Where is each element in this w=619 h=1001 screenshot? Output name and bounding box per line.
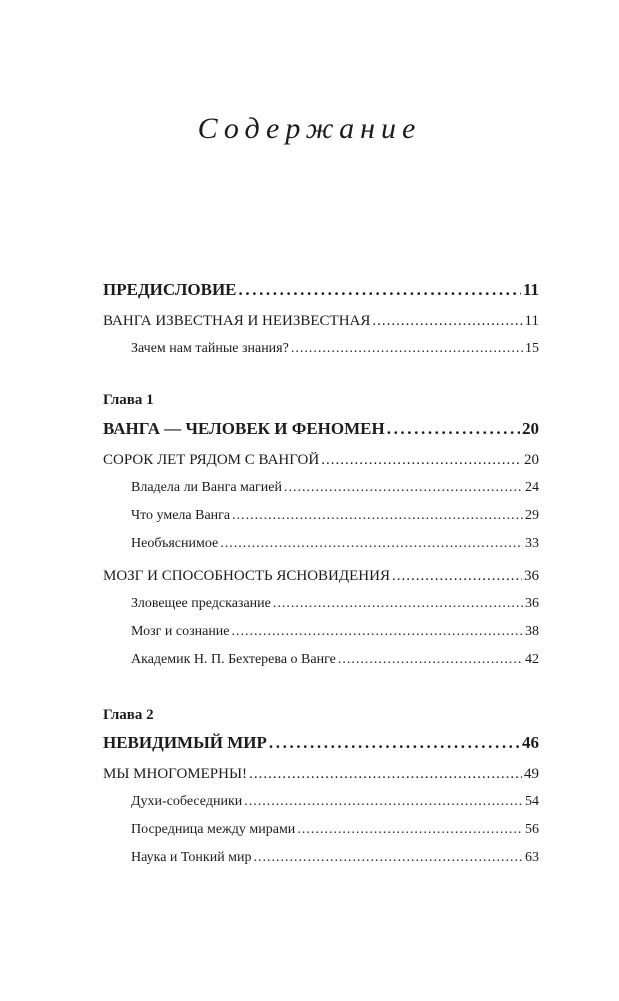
dot-leader — [392, 568, 522, 585]
entry-page: 36 — [524, 568, 539, 584]
dot-leader — [244, 794, 523, 810]
dot-leader — [321, 452, 522, 469]
entry-title: Необъяснимое — [131, 536, 219, 551]
entry-title: Зловещее предсказание — [131, 596, 271, 611]
toc-entry[interactable] — [103, 313, 539, 337]
entry-title: Владела ли Ванга магией — [131, 480, 282, 495]
dot-leader — [254, 850, 523, 866]
entry-title: СОРОК ЛЕТ РЯДОМ С ВАНГОЙ — [103, 452, 320, 468]
toc-entry-chapter-2[interactable] — [103, 733, 539, 757]
dot-leader — [387, 419, 520, 439]
entry-page: 56 — [525, 822, 539, 837]
entry-title: ПРЕДИСЛОВИЕ — [103, 280, 237, 299]
toc-entry[interactable] — [131, 652, 539, 676]
toc-entry[interactable] — [131, 341, 539, 365]
entry-page: 29 — [525, 508, 539, 523]
entry-page: 15 — [525, 341, 539, 356]
entry-title: МОЗГ И СПОСОБНОСТЬ ЯСНОВИДЕНИЯ — [103, 568, 390, 584]
entry-title: ВАНГА — ЧЕЛОВЕК И ФЕНОМЕН — [103, 419, 385, 438]
toc-entry[interactable] — [103, 766, 539, 790]
entry-title: Духи-собеседники — [131, 794, 243, 809]
dot-leader — [284, 480, 523, 496]
entry-title: Мозг и сознание — [131, 624, 230, 639]
entry-page: 11 — [522, 280, 539, 299]
toc-entry[interactable] — [131, 480, 539, 504]
toc-entry[interactable] — [131, 794, 539, 818]
entry-page: 42 — [525, 652, 539, 667]
entry-page: 49 — [524, 766, 539, 782]
dot-leader — [220, 536, 523, 552]
entry-title: Зачем нам тайные знания? — [131, 341, 289, 356]
entry-page: 24 — [525, 480, 539, 495]
entry-page: 20 — [524, 452, 539, 468]
entry-page: 38 — [525, 624, 539, 639]
dot-leader — [297, 822, 523, 838]
dot-leader — [291, 341, 523, 357]
toc-entry[interactable] — [131, 596, 539, 620]
toc-entry[interactable] — [131, 822, 539, 846]
dot-leader — [232, 508, 523, 524]
dot-leader — [372, 313, 522, 330]
toc-entry[interactable] — [131, 624, 539, 648]
toc-entry[interactable] — [131, 850, 539, 874]
entry-title: Наука и Тонкий мир — [131, 850, 252, 865]
dot-leader — [273, 596, 523, 612]
toc-entry-chapter-1[interactable] — [103, 419, 539, 443]
toc-entry-preface[interactable] — [103, 280, 539, 304]
entry-page: 63 — [525, 850, 539, 865]
entry-page: 20 — [522, 419, 539, 438]
entry-title: МЫ МНОГОМЕРНЫ! — [103, 766, 248, 782]
entry-title: НЕВИДИМЫЙ МИР — [103, 733, 267, 752]
toc-entry[interactable] — [131, 536, 539, 560]
toc-entry[interactable] — [131, 508, 539, 532]
dot-leader — [239, 280, 521, 300]
entry-title: Академик Н. П. Бехтерева о Ванге — [131, 652, 336, 667]
dot-leader — [338, 652, 523, 668]
dot-leader — [249, 766, 522, 783]
chapter-label: Глава 2 — [103, 707, 154, 723]
entry-page: 33 — [525, 536, 539, 551]
entry-title: Что умела Ванга — [131, 508, 231, 523]
toc-entry[interactable] — [103, 452, 539, 476]
dot-leader — [232, 624, 523, 640]
chapter-label: Глава 1 — [103, 392, 154, 408]
toc-entry[interactable] — [103, 568, 539, 592]
entry-page: 46 — [522, 733, 539, 752]
entry-title: Посредница между мирами — [131, 822, 296, 837]
page-title: Содержание — [197, 112, 422, 145]
entry-page: 11 — [524, 313, 539, 329]
dot-leader — [269, 733, 520, 753]
entry-page: 36 — [525, 596, 539, 611]
entry-title: ВАНГА ИЗВЕСТНАЯ И НЕИЗВЕСТНАЯ — [103, 313, 371, 329]
entry-page: 54 — [525, 794, 539, 809]
